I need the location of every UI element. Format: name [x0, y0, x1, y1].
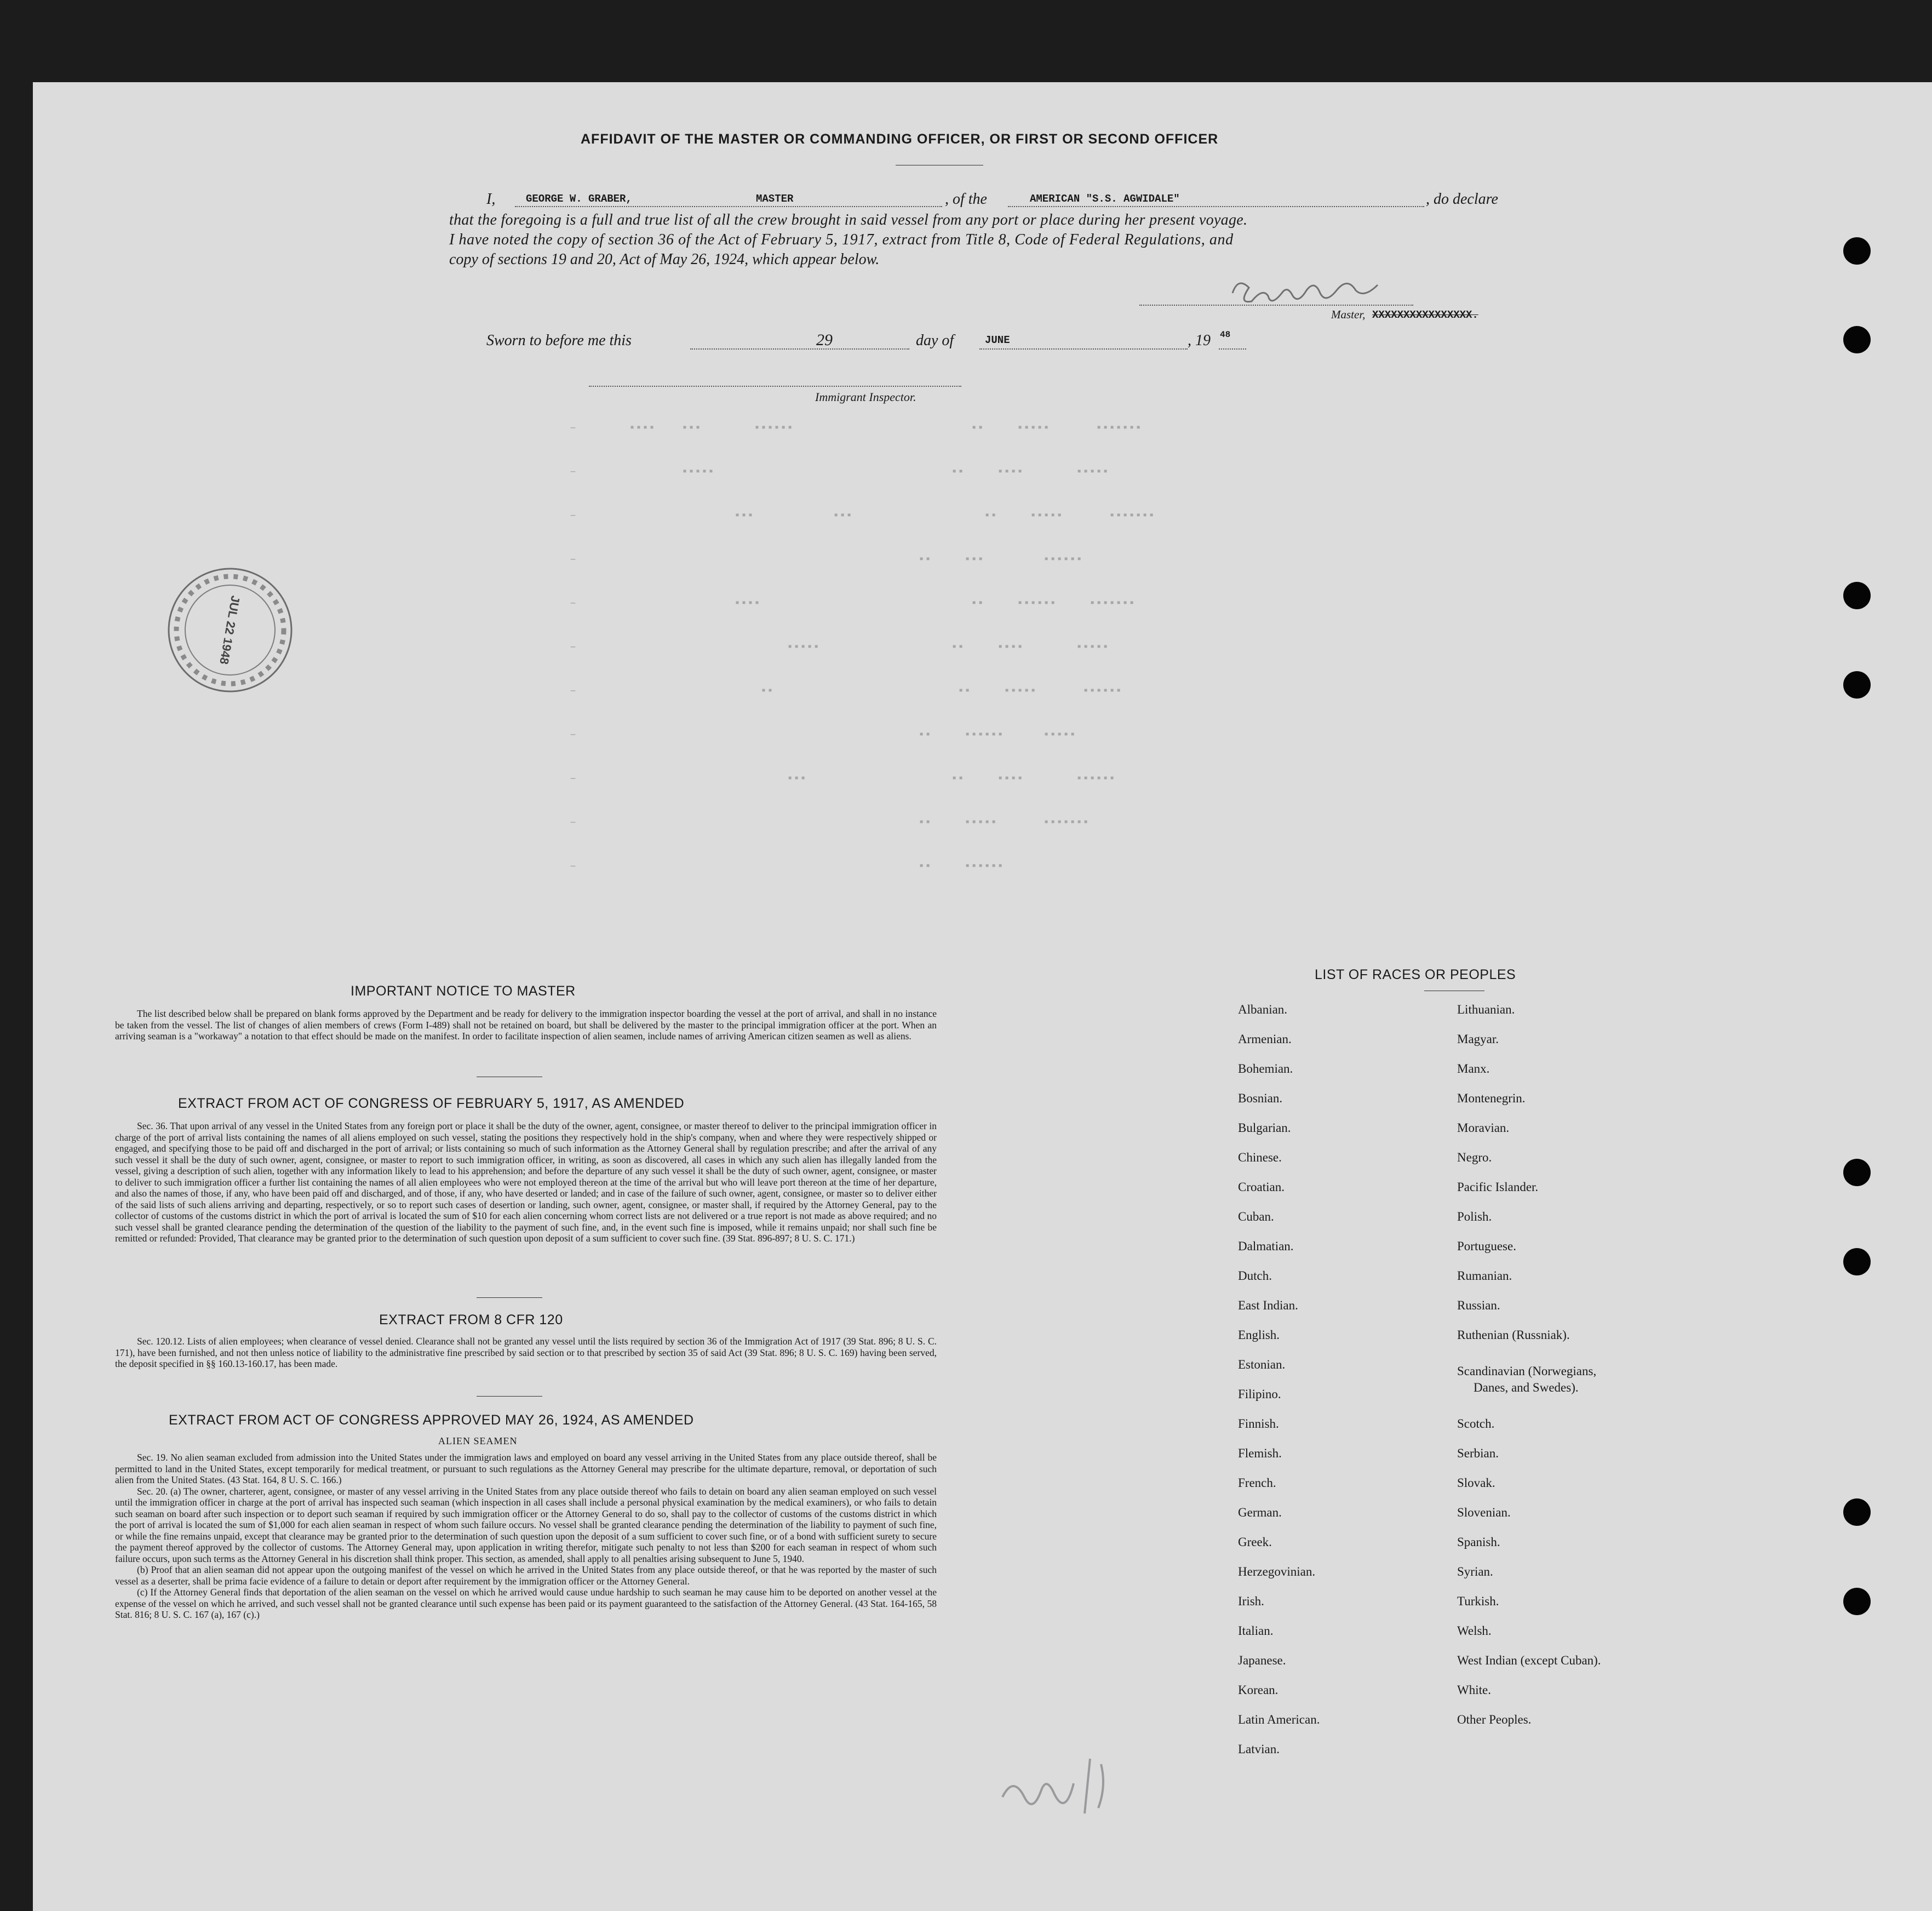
races-title: LIST OF RACES OR PEOPLES: [1315, 967, 1516, 982]
races-list: [1238, 1003, 1895, 1770]
month-fill-line: [979, 333, 1188, 350]
binder-hole: [1843, 582, 1871, 609]
race-right-item: Syrian.: [1457, 1565, 1493, 1578]
race-left-item: Irish.: [1238, 1594, 1264, 1608]
race-left-item: Dalmatian.: [1238, 1239, 1294, 1253]
faint-scribble: [997, 1748, 1139, 1819]
race-left-item: Bosnian.: [1238, 1091, 1283, 1105]
sworn-month: JUNE: [985, 334, 1010, 346]
race-left-item: East Indian.: [1238, 1298, 1298, 1312]
notice-body: [115, 1008, 937, 1042]
declaration-line-2: that the foregoing is a full and true list of all the crew brought in said vessel from any port or place during her present voyage.: [449, 211, 1248, 228]
race-right-item: Polish.: [1457, 1210, 1492, 1223]
year-fill-line: [1219, 330, 1246, 350]
master-label: Master,: [1331, 308, 1366, 321]
sworn-day: 29: [816, 331, 833, 349]
binder-hole: [1843, 671, 1871, 699]
document-page: [33, 82, 1932, 1911]
race-right-item: Rumanian.: [1457, 1269, 1512, 1283]
inspector-label: Immigrant Inspector.: [815, 390, 916, 404]
race-right-item: Montenegrin.: [1457, 1091, 1526, 1105]
vessel-name: AMERICAN "S.S. AGWIDALE": [1030, 193, 1180, 205]
extract-1924-subtitle: ALIEN SEAMEN: [438, 1435, 518, 1446]
extract-1917-body: [115, 1120, 937, 1244]
race-left-item: Latin American.: [1238, 1713, 1320, 1726]
race-right-item: Serbian.: [1457, 1446, 1499, 1460]
race-right-item: Pacific Islander.: [1457, 1180, 1539, 1194]
notice-text: The list described below shall be prepared on blank forms approved by the Department and be ready for delivery to the immigration inspector boarding the vessel at the port of arrival, and shall in no instance be taken from the vessel. The list of changes of alien members of crews (Form I-489) shall not be retained on board, but shall be delivered by the master to the principal immigration officer at the port. When an arriving seaman is a "workaway" a notation to that effect should be made on the manifest. In order to facilitate inspection of alien seamen, include names of arriving American citizen seamen as well as aliens.: [115, 1008, 937, 1042]
race-left-item: Italian.: [1238, 1624, 1274, 1638]
declaration-line-4: copy of sections 19 and 20, Act of May 26, 1924, which appear below.: [449, 251, 880, 268]
master-rank: MASTER: [756, 193, 794, 205]
race-left-item: English.: [1238, 1328, 1280, 1342]
race-left-item: Cuban.: [1238, 1210, 1274, 1223]
race-left-item: Latvian.: [1238, 1742, 1280, 1756]
race-left-item: Japanese.: [1238, 1653, 1286, 1667]
bleed-through-rows: – ▪▪▪▪ ▪▪▪ ▪▪▪▪▪▪ ▪▪ ▪▪▪▪▪ ▪▪▪▪▪▪▪ – ▪▪▪▪▪ ▪▪ ▪▪▪▪ ▪▪▪▪▪ – ▪▪▪ ▪▪▪ ▪▪ ▪▪▪▪▪ ▪▪▪▪▪▪▪ – ▪▪ ▪▪▪ ▪▪▪▪▪▪ – ▪▪▪▪ ▪▪ ▪▪▪▪▪▪ ▪▪▪▪▪▪▪ – ▪▪▪▪▪ ▪▪ ▪▪▪▪ ▪▪▪▪▪ – ▪▪ ▪▪ ▪▪▪▪▪ ▪▪▪▪▪▪ – ▪▪ ▪▪▪▪▪▪ ▪▪▪▪▪ – ▪▪▪ ▪▪ ▪▪▪▪ ▪▪▪▪▪▪ – ▪▪ ▪▪▪▪▪ ▪▪▪▪▪▪▪ – ▪▪ ▪▪▪▪▪▪: [570, 422, 1155, 873]
day-fill-line: [690, 333, 909, 350]
vessel-fill-line: [1008, 192, 1424, 207]
race-right-item: Turkish.: [1457, 1594, 1499, 1608]
race-right-item: Other Peoples.: [1457, 1713, 1532, 1726]
binder-hole: [1843, 326, 1871, 353]
binder-hole: [1843, 1159, 1871, 1186]
race-right-item: Welsh.: [1457, 1624, 1492, 1638]
extract-1924-body: [115, 1452, 937, 1621]
do-declare-label: , do declare: [1426, 191, 1498, 208]
master-name: GEORGE W. GRABER,: [526, 193, 632, 205]
notice-title: IMPORTANT NOTICE TO MASTER: [351, 983, 576, 999]
binder-hole: [1843, 1248, 1871, 1275]
race-left-item: Korean.: [1238, 1683, 1279, 1697]
sec-19-text: Sec. 19. No alien seaman excluded from admission into the United States under the immigration laws and employed on board any vessel arriving in the United States from any place outside thereof, shall be permitted to land in the United States, except temporarily for medical treatment, or pursuant to such regulations as the Attorney General may prescribe for the ultimate departure, removal, or deportation of such alien from the United States. (43 Stat. 164, 8 U. S. C. 166.): [115, 1452, 937, 1485]
extract-1924-title: EXTRACT FROM ACT OF CONGRESS APPROVED MAY 26, 1924, AS AMENDED: [169, 1412, 694, 1428]
race-left-item: Estonian.: [1238, 1358, 1286, 1371]
race-left-item: Armenian.: [1238, 1032, 1292, 1046]
race-left-item: Flemish.: [1238, 1446, 1282, 1460]
race-left-item: Dutch.: [1238, 1269, 1272, 1283]
divider: [477, 1396, 542, 1397]
extract-cfr-body: [115, 1336, 937, 1370]
signature-line: [1139, 305, 1413, 306]
race-left-item: French.: [1238, 1476, 1276, 1490]
sec-20c-text: (c) If the Attorney General finds that deportation of the alien seaman on the vessel on which he arrived would cause undue hardship to such seaman he may cause him to be deported on another vessel at the expense of the vessel on which he arrived, and such vessel shall not be granted clearance until such expense has been paid or its payment guaranteed to the satisfaction of the Attorney General. (43 Stat. 164-165, 58 Stat. 816; 8 U. S. C. 167 (a), 167 (c).): [115, 1587, 937, 1620]
declaration-line-3: I have noted the copy of section 36 of the Act of February 5, 1917, extract from Title 8, Code of Federal Regulations, and: [449, 231, 1234, 248]
divider: [477, 1297, 542, 1298]
year-prefix: , 19: [1188, 332, 1211, 349]
extract-1917-title: EXTRACT FROM ACT OF CONGRESS OF FEBRUARY 5, 1917, AS AMENDED: [178, 1096, 685, 1111]
race-left-item: German.: [1238, 1506, 1282, 1519]
binder-hole: [1843, 1498, 1871, 1526]
sec-20a-text: Sec. 20. (a) The owner, charterer, agent, consignee, or master of any vessel arriving in the United States from any place outside thereof who fails to detain on board any alien seaman employed on such vessel until the immigration officer in charge at the port of arrival has inspected such seaman (which inspection in all cases shall include a personal physical examination by the medical examiners), or who fails to detain such seaman on board after such inspection or to deport such seaman if required by such immigration officer or the Attorney General to do so, shall pay to the collector of customs of the customs district in which the port of arrival is located the sum of $1,000 for each alien seaman in respect of whom such failure occurs. No vessel shall be granted clearance pending the determination of the liability to payment of such fine, or while the fine remains unpaid, except that clearance may be granted prior to the determination of such question upon the deposit of a sum sufficient to cover such fine, or of a bond with sufficient surety to secure the payment thereof approved by the collector of customs. The Attorney General may, upon application in writing therefor, mitigate such penalty to not less than $200 for each seaman in respect of whom such failure occurs, upon such terms as the Attorney General in his discretion shall think proper. This section, as amended, shall apply to all penalties arising subsequent to June 5, 1940.: [115, 1485, 937, 1564]
race-right-item: Lithuanian.: [1457, 1003, 1515, 1016]
race-right-item: Slovenian.: [1457, 1506, 1511, 1519]
of-the-label: , of the: [945, 191, 987, 208]
race-left-item: Finnish.: [1238, 1417, 1279, 1431]
sworn-year: 48: [1220, 330, 1231, 340]
race-right-item: Portuguese.: [1457, 1239, 1516, 1253]
race-right-item: Danes, and Swedes).: [1474, 1381, 1579, 1394]
inspector-signature-line: [589, 386, 961, 387]
extract-cfr-title: EXTRACT FROM 8 CFR 120: [379, 1312, 563, 1328]
race-right-item: Manx.: [1457, 1062, 1490, 1075]
race-left-item: Chinese.: [1238, 1151, 1282, 1164]
race-right-item: Spanish.: [1457, 1535, 1500, 1549]
name-fill-line: [515, 192, 942, 207]
day-of-label: day of: [916, 332, 954, 349]
race-right-item: Slovak.: [1457, 1476, 1495, 1490]
race-right-item: Negro.: [1457, 1151, 1492, 1164]
binder-hole: [1843, 1588, 1871, 1615]
race-left-item: Greek.: [1238, 1535, 1272, 1549]
stamp-date: JUL 22 1948: [217, 594, 243, 666]
race-right-item: Russian.: [1457, 1298, 1500, 1312]
affidavit-i: I,: [486, 191, 496, 208]
race-right-item: Magyar.: [1457, 1032, 1499, 1046]
binder-hole: [1843, 237, 1871, 265]
struck-officer-title: XXXXXXXXXXXXXXXX.: [1372, 309, 1478, 321]
race-left-item: Herzegovinian.: [1238, 1565, 1316, 1578]
race-right-item: Ruthenian (Russniak).: [1457, 1328, 1570, 1342]
race-right-item: Scotch.: [1457, 1417, 1495, 1431]
race-left-item: Bulgarian.: [1238, 1121, 1291, 1135]
race-right-item: West Indian (except Cuban).: [1457, 1653, 1601, 1667]
round-stamp: [164, 564, 296, 696]
sec-20b-text: (b) Proof that an alien seaman did not appear upon the outgoing manifest of the vessel on which he arrived in the United States from any place outside thereof, or that he was reported by the master of such vessel as a deserter, shall be prima facie evidence of a failure to detain or deport after requirement by the immigration officer or the Attorney General.: [115, 1564, 937, 1587]
race-left-item: Bohemian.: [1238, 1062, 1293, 1075]
race-right-item: Scandinavian (Norwegians,: [1457, 1364, 1597, 1378]
race-left-item: Croatian.: [1238, 1180, 1285, 1194]
race-right-item: White.: [1457, 1683, 1491, 1697]
affidavit-title: AFFIDAVIT OF THE MASTER OR COMMANDING OFFICER, OR FIRST OR SECOND OFFICER: [581, 131, 1219, 147]
race-left-item: Filipino.: [1238, 1387, 1281, 1401]
race-right-item: Moravian.: [1457, 1121, 1510, 1135]
extract-cfr-text: Sec. 120.12. Lists of alien employees; when clearance of vessel denied. Clearance shall not be granted any vessel until the lists required by section 36 of the Immigration Act of 1917 (39 Stat. 896; 8 U. S. C. 171), have been furnished, and not then unless notice of liability to the administrative fine prescribed by said section or to that prescribed by section 35 of said Act (39 Stat. 896; 8 U. S. C. 169) having been served, the deposit specified in §§ 160.13-160.17, has been made.: [115, 1336, 937, 1369]
sworn-label: Sworn to before me this: [486, 332, 632, 349]
extract-1917-text: Sec. 36. That upon arrival of any vessel in the United States from any foreign port or place it shall be the duty of the owner, agent, consignee, or master thereof to deliver to the principal immigration officer in charge of the port of arrival lists containing the names of all aliens employed on such vessel, stating the positions they respectively hold in the ship's company, when and where they were respectively shipped or engaged, and specifying those to be paid off and discharged in the port of arrival; or lists containing so much of such information as the Attorney General shall by regulation prescribe; and after the arrival of any such vessel it shall be the duty of such owner, agent, consignee, or master to report to such immigration officer, in writing, as soon as discovered, all cases in which any such alien has illegally landed from the vessel, giving a description of such alien, together with any information likely to lead to his apprehension; and before the departure of any such vessel it shall be the duty of such owner, agent, consignee, or master to deliver to such immigration officer a further list containing the names of all alien employees who were not employed thereon at the time of the arrival but who will leave port thereon at the time of her departure, and also the names of those, if any, who have been paid off and discharged, and of those, if any, who have deserted or landed; and in case of the failure of such owner, agent, consignee, or master so to deliver either of the said lists of such aliens arriving and departing, respectively, or so to report such cases of desertion or landing, such owner, agent, consignee, or master shall, if required by the Attorney General, pay to the collector of customs of the customs district in which the port of arrival is located the sum of $10 for each alien concerning whom correct lists are not delivered or a true report is not made as above required; and no such vessel shall be granted clearance pending the determination of the question of the liability to the payment of such fine, and, in the event such fine is imposed, while it remains unpaid; nor shall such fine be remitted or refunded: Provided, That clearance may be granted prior to the determination of such question upon deposit of a sum sufficient to cover such fine. (39 Stat. 896-897; 8 U. S. C. 171.): [115, 1120, 937, 1244]
race-left-item: Albanian.: [1238, 1003, 1288, 1016]
